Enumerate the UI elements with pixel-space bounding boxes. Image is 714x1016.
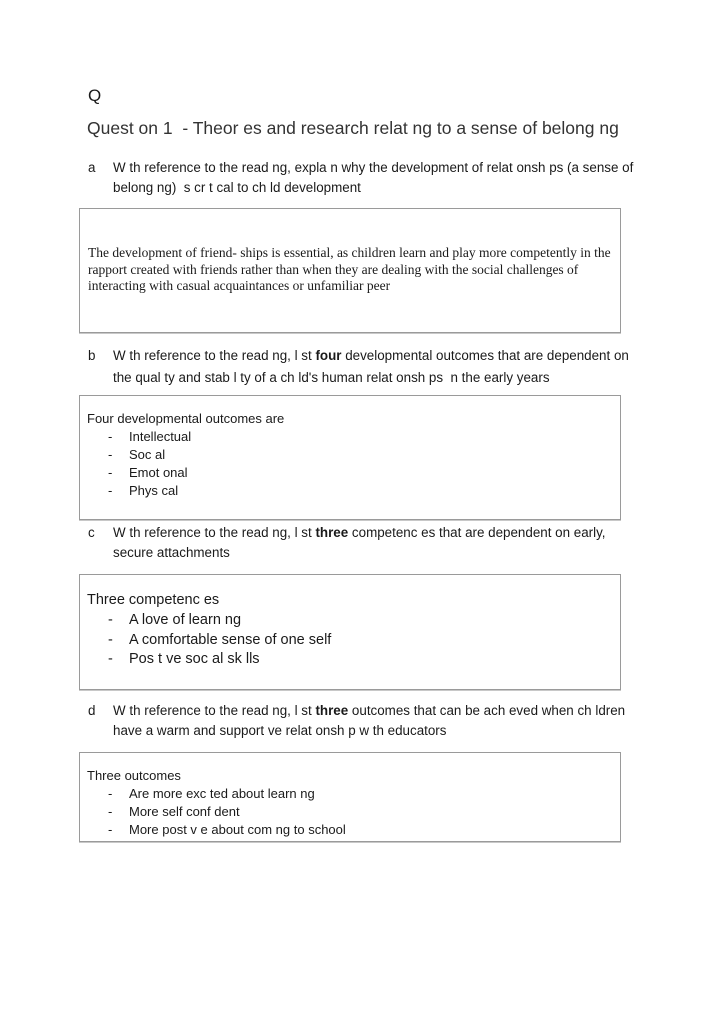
answer-b-intro: Four developmental outcomes are <box>87 411 285 426</box>
list-item <box>80 821 346 839</box>
answer-box-d[interactable] <box>79 752 621 842</box>
list-item <box>80 650 331 670</box>
question-a-text: W th reference to the read ng, expla n why the development of relat onsh ps (a sense of belong ng) s cr t cal to ch ld development <box>113 160 638 195</box>
question-label: Q <box>88 86 102 105</box>
list-item <box>80 631 331 651</box>
question-b-pre: W th reference to the read ng, l st <box>113 348 316 363</box>
question-d-post: outcomes that can be ach eved when ch ldren have a warm and support ve relat onsh p w th educators <box>113 703 629 738</box>
question-d-pre: W th reference to the read ng, l st <box>113 703 316 718</box>
list-dash: - <box>108 804 113 819</box>
list-dash: - <box>108 786 113 801</box>
list-item-text: Phys cal <box>129 483 179 498</box>
list-item-text: More post v e about com ng to school <box>129 822 346 837</box>
answer-b-list <box>80 428 191 500</box>
list-item <box>80 611 331 631</box>
question-b-marker: b <box>88 348 96 363</box>
list-item-text: A comfortable sense of one self <box>129 631 332 648</box>
question-c-text <box>113 523 648 563</box>
answer-box-a[interactable] <box>79 208 621 333</box>
list-dash: - <box>108 429 113 444</box>
list-item-text: More self conf dent <box>129 804 240 819</box>
list-dash: - <box>108 447 113 462</box>
question-b-post: developmental outcomes that are dependent on the qual ty and stab l ty of a ch ld's human relat onsh ps n the early years <box>113 348 633 385</box>
list-item-text: Intellectual <box>129 429 192 444</box>
question-c-marker: c <box>88 525 95 540</box>
list-dash: - <box>108 631 113 648</box>
list-item-text: Are more exc ted about learn ng <box>129 786 315 801</box>
list-item <box>80 785 346 803</box>
list-item <box>80 446 191 464</box>
question-b-text <box>113 345 648 389</box>
answer-box-b[interactable] <box>79 395 621 520</box>
list-item-text: A love of learn ng <box>129 612 242 628</box>
list-item-text: Pos t ve soc al sk lls <box>129 651 260 667</box>
answer-a-text: The development of friend- ships is essential, as children learn and play more competently in the rapport created with friends rather than when they are dealing with the social challenges of interacting with casual acquaintances or unfamiliar peer <box>88 245 611 293</box>
answer-d-list <box>80 785 346 839</box>
answer-box-c[interactable] <box>79 574 621 690</box>
list-dash: - <box>108 822 113 837</box>
question-b-emphasis: four <box>315 348 342 363</box>
question-d-marker: d <box>88 703 96 718</box>
section-title: Quest on 1 - Theor es and research relat ng to a sense of belong ng <box>87 118 619 138</box>
list-dash: - <box>108 651 113 667</box>
list-item-text: Emot onal <box>129 465 188 480</box>
question-d-text <box>113 701 648 741</box>
answer-c-list <box>80 611 331 670</box>
question-c-pre: W th reference to the read ng, l st <box>113 525 316 540</box>
question-a-marker: a <box>88 160 96 175</box>
question-c-emphasis: three <box>315 525 349 540</box>
answer-c-intro: Three competenc es <box>87 592 220 608</box>
answer-d-intro: Three outcomes <box>87 768 181 783</box>
list-dash: - <box>108 612 113 628</box>
list-item-text: Soc al <box>129 447 166 462</box>
list-item <box>80 803 346 821</box>
list-dash: - <box>108 483 113 498</box>
list-dash: - <box>108 465 113 480</box>
question-c-post: competenc es that are dependent on early, secure attachments <box>113 525 610 560</box>
list-item <box>80 482 191 500</box>
question-d-emphasis: three <box>315 703 349 718</box>
list-item <box>80 464 191 482</box>
list-item <box>80 428 191 446</box>
